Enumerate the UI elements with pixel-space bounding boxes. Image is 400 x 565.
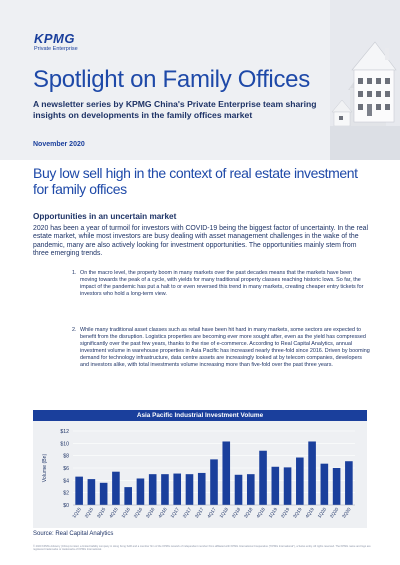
chart-bar bbox=[284, 467, 292, 505]
chart-bar bbox=[75, 477, 83, 505]
houses-photo bbox=[330, 0, 400, 160]
logo-wordmark: KPMG bbox=[34, 31, 75, 46]
intro-paragraph: 2020 has been a year of turmoil for investors with COVID-19 being the biggest factor of uncertainty. In the real estate market, while most investors are busy dealing with asset management challenges in the wake of the pandemic, many are also actively looking for investment opportunities. The opportunities mainly stem from three emerging trends. bbox=[33, 225, 369, 258]
x-tick-label: 2Q16 bbox=[132, 506, 144, 519]
x-tick-label: 1Q20 bbox=[316, 506, 328, 519]
x-tick-label: 2Q18 bbox=[230, 506, 242, 519]
x-tick-label: 2Q17 bbox=[181, 506, 193, 519]
page-subtitle: A newsletter series by KPMG China's Private Enterprise team sharing insights on developments in the family offices market bbox=[33, 99, 317, 120]
x-tick-label: 3Q20 bbox=[341, 506, 352, 519]
x-tick-label: 3Q18 bbox=[243, 506, 254, 519]
x-tick-label: 4Q19 bbox=[304, 506, 315, 519]
x-tick-label: 1Q17 bbox=[169, 506, 181, 519]
x-tick-label: 3Q17 bbox=[194, 506, 205, 519]
chart-bar bbox=[137, 478, 145, 505]
page-title: Spotlight on Family Offices bbox=[33, 66, 310, 93]
x-tick-label: 1Q18 bbox=[218, 506, 230, 519]
chart-source: Source: Real Capital Analytics bbox=[33, 531, 114, 537]
y-tick-label: $10 bbox=[60, 441, 69, 448]
investment-chart bbox=[33, 410, 367, 528]
header-banner bbox=[0, 0, 400, 160]
chart-bar bbox=[321, 464, 329, 505]
x-tick-label: 1Q16 bbox=[120, 506, 131, 519]
y-tick-label: $0 bbox=[63, 503, 69, 509]
chart-bar bbox=[186, 474, 194, 505]
x-tick-label: 3Q19 bbox=[292, 506, 303, 519]
list-item-text: While many traditional asset classes such as retail have been hit hard in many markets, some sectors are expected to benefit from the disruption. Logistics properties are becoming ever more sought after, even as the yield has compressed significantly over the past few years, thanks to the rise of e-commerce. According to Real Capital Analytics, annual investment volume in warehouse properties in Asia Pacific has increased nearly three-fold since 2016. Driven by booming demand for technology infrastructure, data centre assets are increasingly looked at by telecom companies, developers and investors alike, with total investments volume increasing more than five-fold over the past three years. bbox=[80, 327, 370, 369]
x-tick-label: 1Q19 bbox=[267, 506, 279, 519]
chart-bar bbox=[222, 441, 230, 505]
list-item bbox=[72, 327, 370, 370]
chart-bar bbox=[296, 458, 304, 505]
logo-subtitle: Private Enterprise bbox=[34, 46, 78, 52]
list-item-number: 2. bbox=[72, 327, 77, 333]
y-tick-label: $8 bbox=[63, 453, 69, 460]
chart-bar bbox=[333, 468, 341, 505]
chart-bar bbox=[198, 473, 206, 505]
chart-bar bbox=[235, 475, 243, 505]
chart-bar bbox=[272, 467, 280, 505]
chart-bar bbox=[100, 483, 108, 505]
x-tick-label: 1Q15 bbox=[71, 506, 82, 519]
chart-bar bbox=[308, 441, 316, 505]
x-tick-label: 4Q17 bbox=[206, 506, 217, 519]
x-tick-label: 3Q16 bbox=[144, 506, 156, 519]
list-item-text: On the macro level, the property boom in many markets over the past decades means that the markets have been moving towards the peak of a cycle, with yields for many traditional property classes reaching historic lows. So far, the impact of the pandemic has put a halt to or even reversed this trend in many markets, creating cheaper entry tickets for investors who hold a long-term view. bbox=[80, 270, 364, 298]
x-tick-label: 3Q15 bbox=[95, 506, 107, 519]
article-headline: Buy low sell high in the context of real estate investment for family offices bbox=[33, 165, 358, 197]
chart-bar bbox=[88, 479, 96, 505]
kpmg-logo bbox=[34, 32, 78, 52]
y-tick-label: $6 bbox=[63, 466, 69, 472]
x-tick-label: 4Q18 bbox=[255, 506, 266, 519]
chart-bar bbox=[173, 474, 181, 505]
chart-bar bbox=[247, 474, 255, 505]
chart-plot bbox=[33, 421, 367, 528]
chart-title: Asia Pacific Industrial Investment Volume bbox=[33, 410, 367, 421]
chart-bar bbox=[259, 451, 267, 505]
footer-legal: © 2020 KPMG Advisory (China) Limited, a limited liability company in Hong Kong SAR and a member firm of the KPMG network of independent member firms affiliated with KPMG International Cooperative ("KPMG International"), a Swiss entity. All rights reserved. The KPMG name and logo are registered trademarks or trademarks of KPMG International. bbox=[33, 545, 371, 552]
section-title: Opportunities in an uncertain market bbox=[33, 212, 177, 221]
chart-bar bbox=[124, 487, 132, 505]
chart-bar bbox=[345, 461, 353, 505]
x-tick-label: 2Q19 bbox=[279, 506, 291, 519]
y-tick-label: $12 bbox=[60, 429, 69, 435]
x-tick-label: 4Q15 bbox=[108, 506, 119, 519]
issue-date: November 2020 bbox=[33, 141, 85, 148]
list-item-number: 1. bbox=[72, 270, 77, 276]
y-tick-label: $4 bbox=[63, 478, 69, 485]
x-tick-label: 2Q15 bbox=[83, 506, 95, 519]
chart-bar bbox=[112, 472, 120, 505]
chart-bar bbox=[210, 459, 218, 505]
chart-bar bbox=[149, 474, 157, 505]
x-tick-label: 4Q16 bbox=[157, 506, 168, 519]
y-axis-label: Volume (Bn) bbox=[42, 453, 48, 483]
chart-bar bbox=[161, 474, 169, 505]
y-tick-label: $2 bbox=[63, 490, 69, 497]
x-tick-label: 2Q20 bbox=[328, 506, 340, 519]
list-item bbox=[72, 270, 370, 298]
